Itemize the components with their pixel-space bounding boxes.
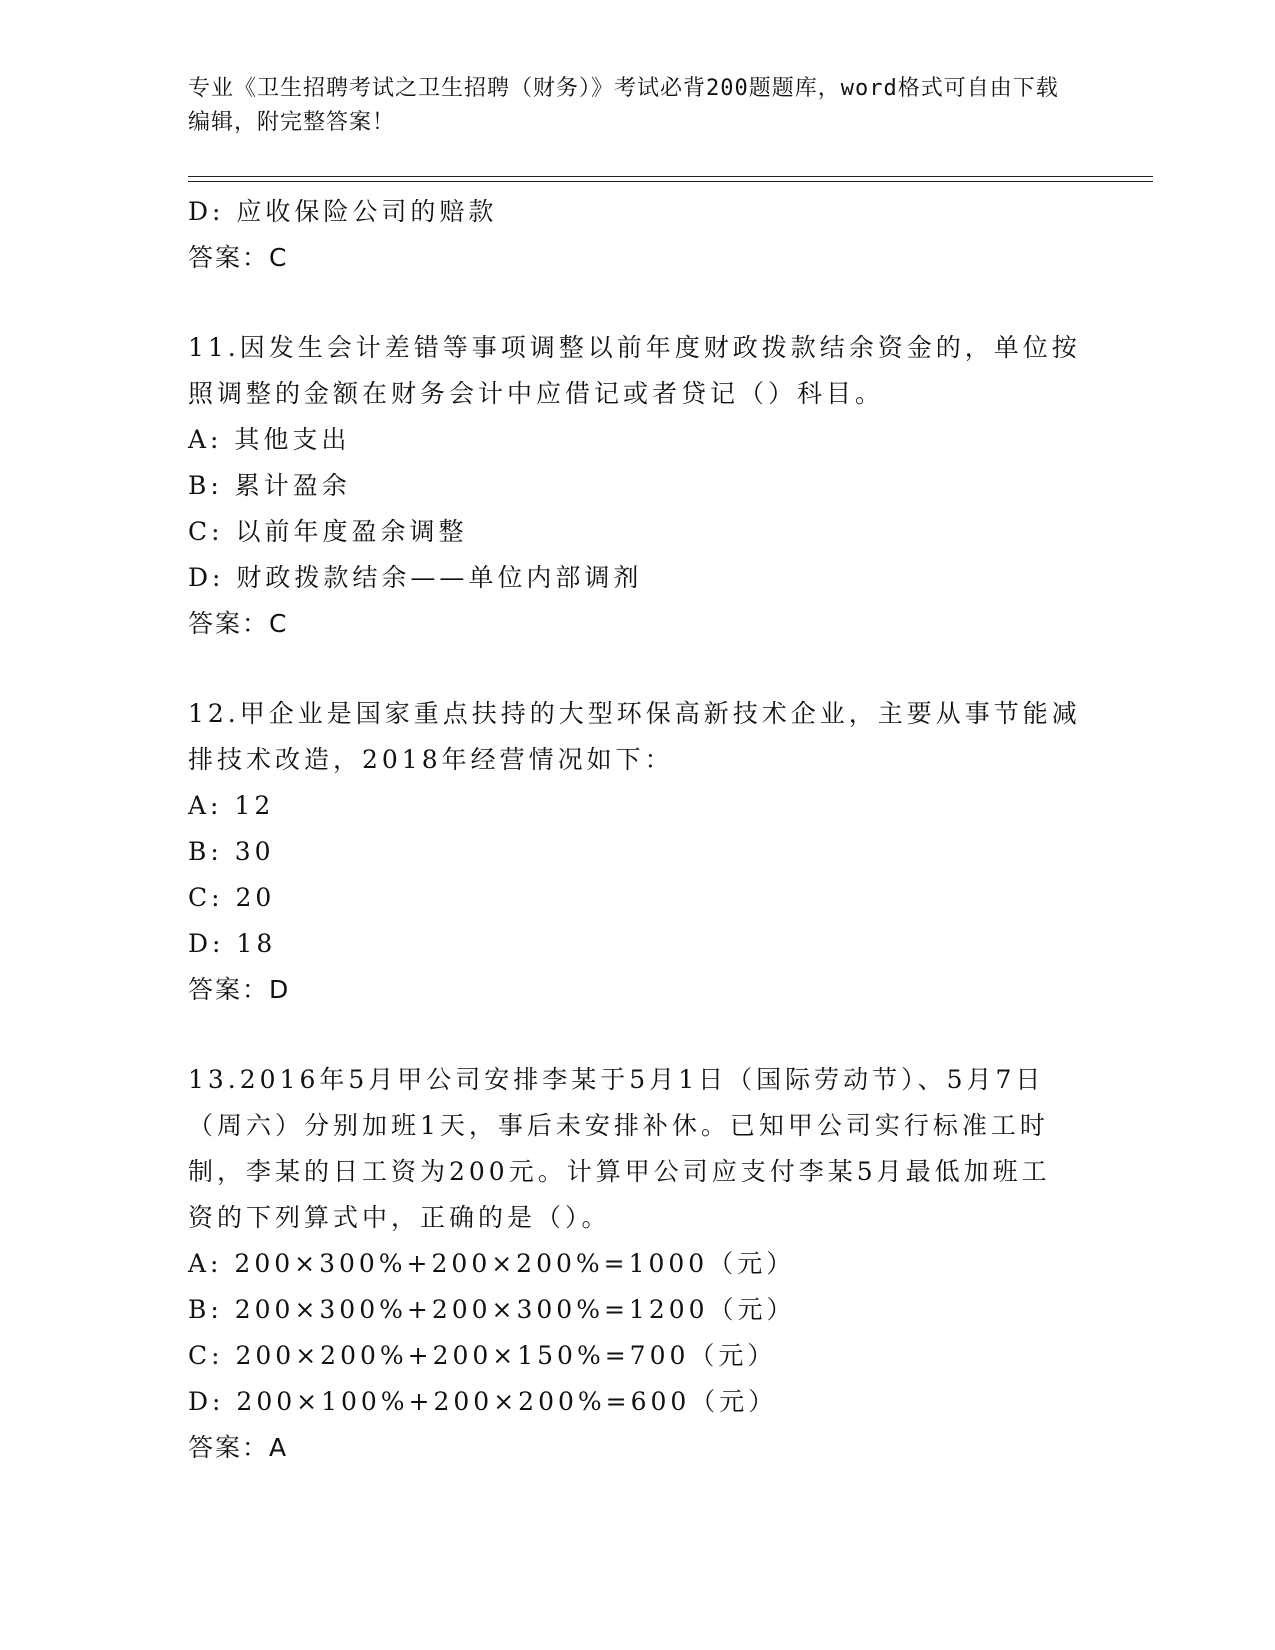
option-d: D: 财政拨款结余——单位内部调剂	[188, 563, 643, 592]
option-a: A: 200×300%+200×200%=1000（元）	[188, 1249, 796, 1278]
header-divider-top	[188, 176, 1153, 177]
question-stem-line: （周六）分别加班1天，事后未安排补休。已知甲公司实行标准工时	[188, 1111, 1049, 1140]
question-stem-line: 制，李某的日工资为200元。计算甲公司应支付李某5月最低加班工	[188, 1157, 1051, 1186]
option-a: A: 其他支出	[188, 425, 351, 454]
header-divider-bottom	[188, 181, 1153, 182]
answer-line: 答案：D	[188, 975, 291, 1004]
question-stem-line: 资的下列算式中，正确的是（）。	[188, 1203, 611, 1232]
option-d: D: 应收保险公司的赔款	[188, 197, 498, 226]
question-11	[188, 325, 1088, 647]
spacer	[188, 647, 1088, 691]
option-d: D: 200×100%+200×200%=600（元）	[188, 1387, 778, 1416]
question-stem-line: 12.甲企业是国家重点扶持的大型环保高新技术企业，主要从事节能减	[188, 699, 1081, 728]
answer-line: 答案：A	[188, 1433, 289, 1462]
option-c: C: 200×200%+200×150%=700（元）	[188, 1341, 777, 1370]
question-stem-line: 照调整的金额在财务会计中应借记或者贷记（）科目。	[188, 379, 885, 408]
answer-line: 答案：C	[188, 243, 289, 272]
question-12	[188, 691, 1088, 1013]
option-a: A: 12	[188, 791, 275, 820]
answer-line: 答案：C	[188, 609, 289, 638]
question-content	[188, 189, 1088, 1471]
question-stem-line: 13.2016年5月甲公司安排李某于5月1日（国际劳动节）、5月7日	[188, 1065, 1045, 1094]
option-b: B: 累计盈余	[188, 471, 351, 500]
option-c: C: 以前年度盈余调整	[188, 517, 468, 546]
question-stem-line: 11.因发生会计差错等事项调整以前年度财政拨款结余资金的，单位按	[188, 333, 1081, 362]
option-c: C: 20	[188, 883, 276, 912]
spacer	[188, 1013, 1088, 1057]
option-b: B: 30	[188, 837, 275, 866]
question-13	[188, 1057, 1088, 1471]
spacer	[188, 281, 1088, 325]
option-b: B: 200×300%+200×300%=1200（元）	[188, 1295, 796, 1324]
page-header: 专业《卫生招聘考试之卫生招聘（财务）》考试必背200题题库，word格式可自由下载编辑，附完整答案！	[188, 76, 1059, 135]
question-stem-line: 排技术改造，2018年经营情况如下：	[188, 745, 674, 774]
option-d: D: 18	[188, 929, 277, 958]
